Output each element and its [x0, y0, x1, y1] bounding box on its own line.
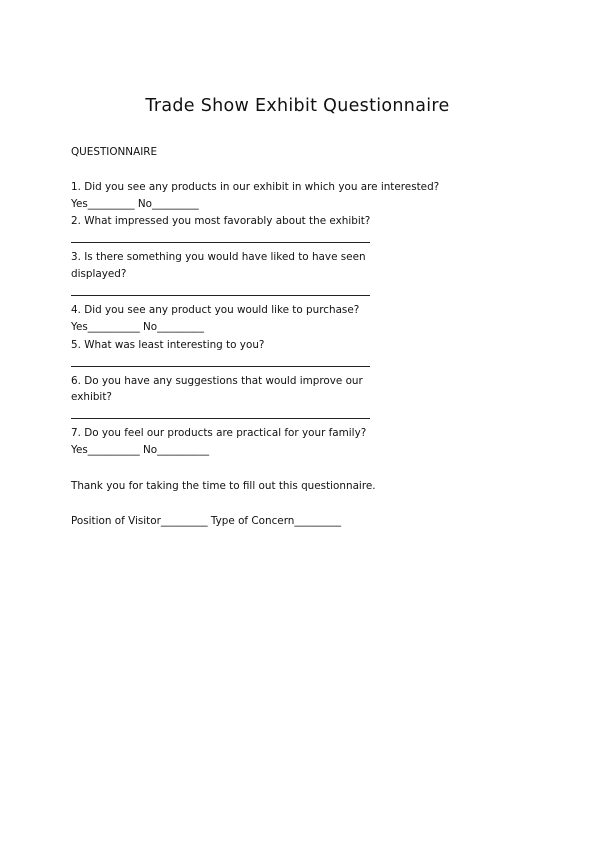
answer-3-blank-line[interactable]: [71, 295, 370, 296]
document-title: Trade Show Exhibit Questionnaire: [145, 96, 450, 116]
answer-7-yes-no[interactable]: Yes__________ No__________: [71, 444, 210, 456]
question-6-line-2: exhibit?: [71, 391, 112, 403]
answer-1-yes-no[interactable]: Yes_________ No_________: [71, 198, 199, 210]
answer-4-yes-no[interactable]: Yes__________ No_________: [71, 321, 204, 333]
section-heading: QUESTIONNAIRE: [71, 146, 158, 158]
answer-2-blank-line[interactable]: [71, 242, 370, 243]
question-7: 7. Do you feel our products are practical for your family?: [71, 427, 367, 439]
question-6-line-1: 6. Do you have any suggestions that would improve our: [71, 375, 363, 387]
answer-6-blank-line[interactable]: [71, 418, 370, 419]
answer-5-blank-line[interactable]: [71, 366, 370, 367]
question-1: 1. Did you see any products in our exhibit in which you are interested?: [71, 181, 440, 193]
question-3-line-2: displayed?: [71, 268, 127, 280]
question-4: 4. Did you see any product you would like to purchase?: [71, 304, 360, 316]
thank-you-note: Thank you for taking the time to fill out this questionnaire.: [71, 480, 376, 492]
question-5: 5. What was least interesting to you?: [71, 339, 265, 351]
visitor-fields[interactable]: Position of Visitor_________ Type of Concern_________: [71, 515, 342, 527]
question-2: 2. What impressed you most favorably about the exhibit?: [71, 215, 371, 227]
question-3-line-1: 3. Is there something you would have liked to have seen: [71, 251, 366, 263]
